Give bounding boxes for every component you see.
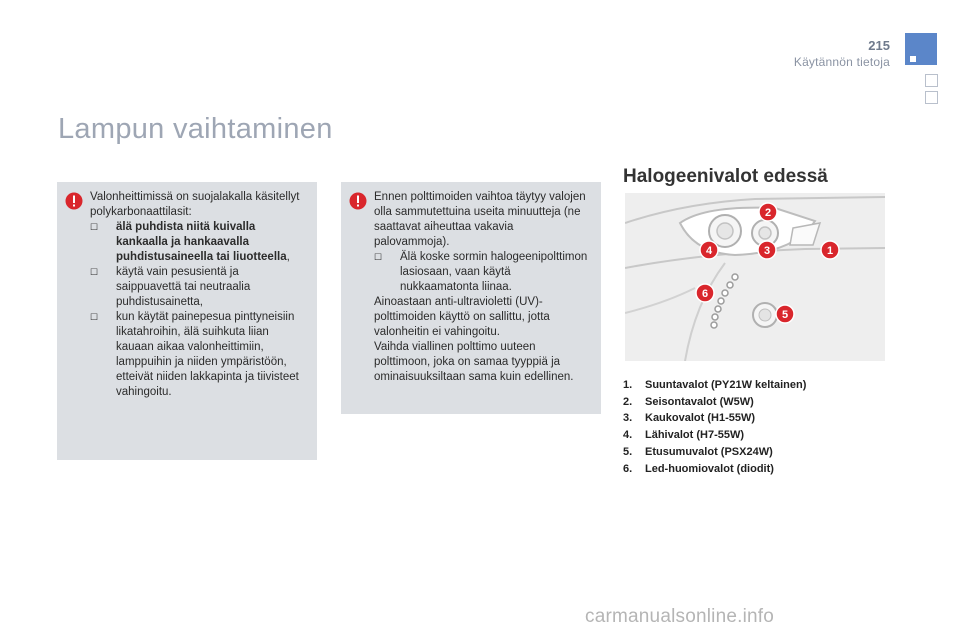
marker-2-label: 2 bbox=[764, 207, 772, 219]
checkbox-bullet-icon: ☐ bbox=[90, 267, 99, 277]
list-item bbox=[90, 265, 307, 310]
legend-number: 2. bbox=[623, 395, 633, 408]
legend-number: 5. bbox=[623, 445, 633, 458]
section-name: Käytännön tietoja bbox=[793, 55, 890, 69]
warning-text: kun käytät painepesua pinttyneisiin likatahroihin, älä suihkuta liian kauaan aikaa valonheittimiin, lamppuihin ja niiden ympäristöön, etteivät niiden lakkapinta ja tiivisteet vahingoitu. bbox=[116, 311, 299, 398]
warning-box-bulbs bbox=[341, 182, 601, 414]
legend-number: 3. bbox=[623, 412, 633, 425]
legend-number: 1. bbox=[623, 379, 633, 391]
list-item bbox=[623, 444, 806, 461]
list-item bbox=[374, 250, 591, 295]
legend-text: Lähivalot (H7-55W) bbox=[645, 429, 745, 442]
chapter-tab-active[interactable] bbox=[905, 33, 937, 65]
legend-number: 4. bbox=[623, 429, 633, 442]
list-item bbox=[90, 310, 307, 400]
page-number: 215 bbox=[868, 38, 890, 53]
legend-text: Kaukovalot (H1-55W) bbox=[645, 412, 756, 425]
list-item bbox=[623, 377, 806, 394]
list-item bbox=[623, 410, 806, 427]
list-item bbox=[623, 427, 806, 444]
warning-paragraph: Vaihda viallinen polttimo uuteen polttimoon, joka on samaa tyyppiä ja ominaisuuksiltaan sama kuin edellinen. bbox=[374, 341, 574, 383]
warning-text: käytä vain pesusientä ja saippuavettä tai neutraalia puhdistusainetta, bbox=[116, 266, 251, 308]
legend-text: Etusumuvalot (PSX24W) bbox=[645, 445, 773, 458]
warning-intro: Ennen polttimoiden vaihtoa täytyy valojen olla sammutettuina useita minuutteja (ne saattavat aiheuttaa vakavia palovammoja). bbox=[374, 191, 586, 248]
bulb-legend bbox=[623, 377, 806, 477]
car-front-drawing bbox=[625, 193, 885, 361]
chapter-tab[interactable] bbox=[925, 74, 938, 87]
marker-6-label: 6 bbox=[701, 288, 709, 300]
warning-box-lenses bbox=[57, 182, 317, 460]
legend-text: Led-huomiovalot (diodit) bbox=[645, 462, 774, 475]
warning-intro: Valonheittimissä on suojalakalla käsitellyt polykarbonaattilasit: bbox=[90, 191, 300, 218]
headlamp-illustration bbox=[625, 193, 885, 361]
marker-4-label: 4 bbox=[705, 245, 713, 257]
checkbox-bullet-icon: ☐ bbox=[374, 252, 383, 262]
list-item bbox=[623, 461, 806, 478]
warning-icon bbox=[65, 192, 83, 210]
legend-text: Seisontavalot (W5W) bbox=[645, 395, 754, 408]
marker-3-label: 3 bbox=[763, 245, 771, 257]
page-title: Lampun vaihtaminen bbox=[58, 113, 333, 146]
list-item bbox=[623, 394, 806, 411]
marker-5-label: 5 bbox=[781, 309, 789, 321]
section-title: Halogeenivalot edessä bbox=[623, 165, 828, 187]
warning-paragraph: Ainoastaan anti-ultravioletti (UV)-polttimoiden käyttö on sallittu, jotta valonheitin ei vahingoitu. bbox=[374, 296, 550, 338]
warning-text: , bbox=[286, 251, 290, 263]
checkbox-bullet-icon: ☐ bbox=[90, 222, 99, 232]
list-item bbox=[90, 220, 307, 265]
legend-text: Suuntavalot (PY21W keltainen) bbox=[645, 379, 807, 391]
warning-text: Älä koske sormin halogeenipolttimon lasiosaan, vaan käytä nukkaamatonta liinaa. bbox=[400, 251, 588, 293]
marker-1-label: 1 bbox=[826, 245, 834, 257]
chapter-tab[interactable] bbox=[925, 91, 938, 104]
warning-bold-text: älä puhdista niitä kuivalla kankaalla ja hankaavalla puhdistusaineella tai liuotteella bbox=[116, 221, 287, 263]
checkbox-bullet-icon: ☐ bbox=[90, 312, 99, 322]
warning-icon bbox=[349, 192, 367, 210]
watermark: carmanualsonline.info bbox=[585, 606, 775, 627]
legend-number: 6. bbox=[623, 462, 633, 475]
